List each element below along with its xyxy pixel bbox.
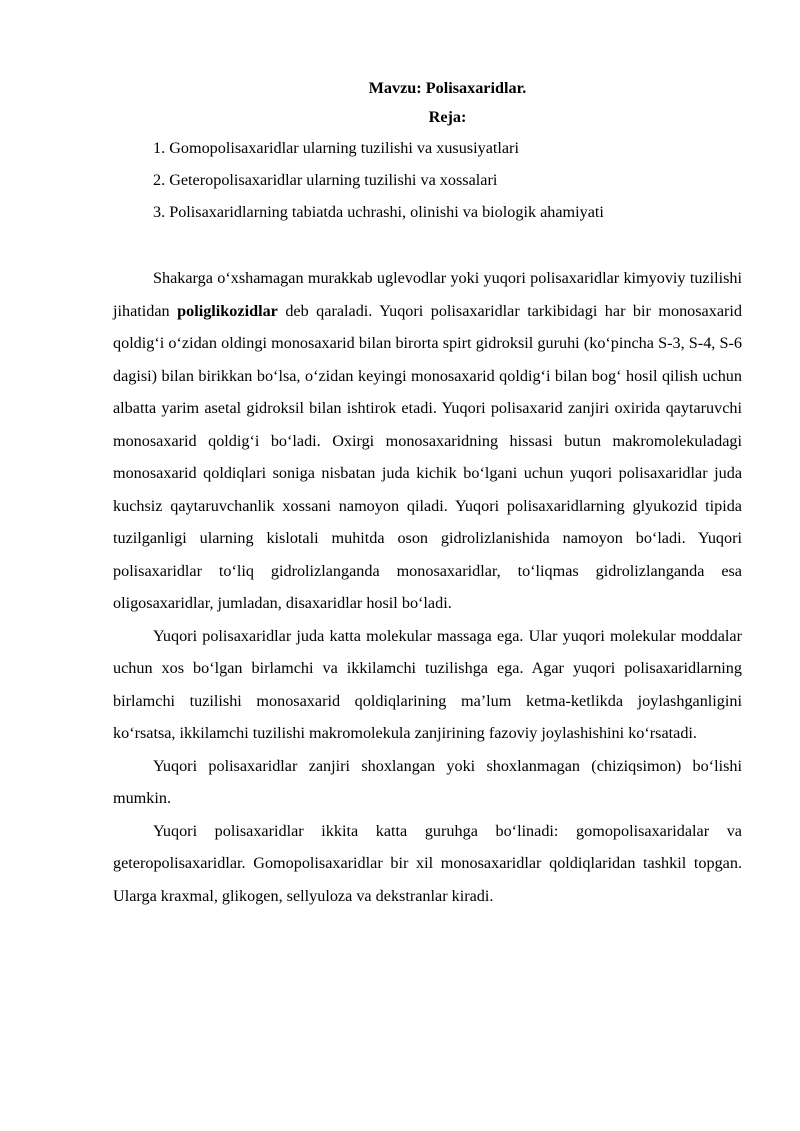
section-gap (113, 228, 742, 262)
bold-term: poliglikozidlar (177, 301, 278, 320)
document-page (113, 74, 742, 912)
plan-item: 1. Gomopolisaxaridlar ularning tuzilishi va xususiyatlari (153, 139, 519, 157)
plan-list (113, 132, 742, 228)
paragraph-groups: Yuqori polisaxaridlar ikkita katta guruhga bo‘linadi: gomopolisaxaridalar va geteropolisaxaridlar. Gomopolisaxaridlar bir xil monosaxaridlar qoldiqlaridan tashkil topgan. Ularga kraxmal, glikogen, sellyuloza va dekstranlar kiradi. (113, 821, 742, 905)
paragraph-poliglikozidlar (113, 262, 742, 620)
paragraph-text: deb qaraladi. Yuqori polisaxaridlar tarkibidagi har bir monosaxarid qoldig‘i o‘zidan oldingi monosaxarid bilan birorta spirt gidroksil guruhi (ko‘pincha S-3, S-4, S-6 dagisi) bilan birikkan bo‘lsa, o‘zidan keyingi monosaxarid qoldig‘i bilan bog‘ hosil qilish uchun albatta yarim asetal gidroksil bilan ishtirok etadi. Yuqori polisaxarid zanjiri oxirida qaytaruvchi monosaxarid qoldig‘i bo‘ladi. Oxirgi monosaxaridning hissasi butun makromolekuladagi monosaxarid qoldiqlari soniga nisbatan juda kichik bo‘lgani uchun yuqori polisaxaridlar juda kuchsiz qaytaruvchanlik xossani namoyon qiladi. Yuqori polisaxaridlarning glyukozid tipida tuzilganligi ularning kislotali muhitda oson gidrolizlanishida namoyon bo‘ladi. Yuqori polisaxaridlar to‘liq gidrolizlanganda monosaxaridlar, to‘liqmas gidrolizlanganda esa oligosaxaridlar, jumladan, disaxaridlar hosil bo‘ladi. (113, 301, 742, 612)
paragraph-chain-shape: Yuqori polisaxaridlar zanjiri shoxlangan yoki shoxlanmagan (chiziqsimon) bo‘lishi mumkin. (113, 756, 742, 807)
plan-heading: Reja: (428, 108, 467, 126)
document-title: Mavzu: Polisaxaridlar. (368, 79, 527, 97)
plan-item: 3. Polisaxaridlarning tabiatda uchrashi, olinishi va biologik ahamiyati (153, 203, 604, 221)
paragraph-molecular-mass: Yuqori polisaxaridlar juda katta molekular massaga ega. Ular yuqori molekular moddalar uchun xos bo‘lgan birlamchi va ikkilamchi tuzilishga ega. Agar yuqori polisaxaridlarning birlamchi tuzilishi monosaxarid qoldiqlarining ma’lum ketma-ketlikda joylashganligini ko‘rsatsa, ikkilamchi tuzilishi makromolekula zanjirining fazoviy joylashishini ko‘rsatadi. (113, 626, 742, 742)
paragraph-text: Shakarga o‘xshamagan murakkab uglevodlar yoki yuqori polisaxaridlar kimyoviy tuzilishi jihatidan (113, 269, 742, 320)
plan-item: 2. Geteropolisaxaridlar ularning tuzilishi va xossalari (153, 171, 498, 189)
